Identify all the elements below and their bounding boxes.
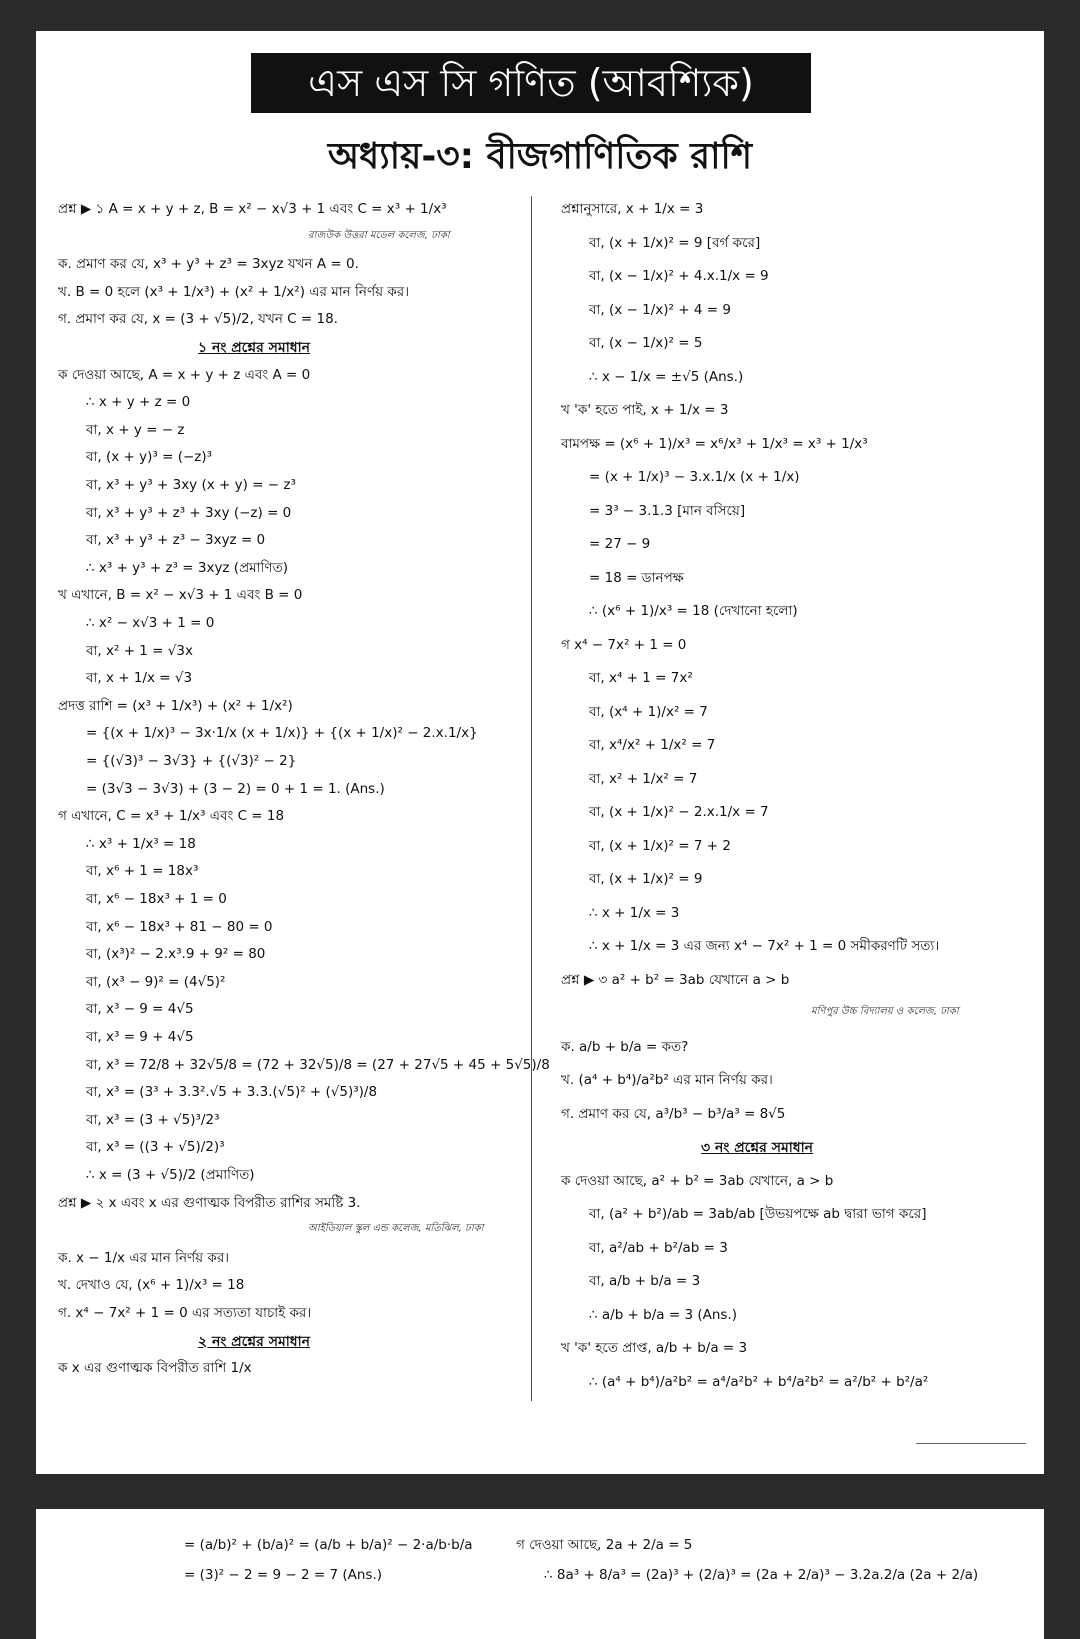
text-line: বা, x³ = 9 + 4√5 <box>86 1029 194 1045</box>
text-line: খ. B = 0 হলে (x³ + 1/x³) + (x² + 1/x²) এর মান নির্ণয় কর। <box>58 283 410 300</box>
text-line: বা, x⁴/x² + 1/x² = 7 <box>589 737 716 753</box>
text-line: ∴ (a⁴ + b⁴)/a²b² = a⁴/a²b² + b⁴/a²b² = a²/b² + b²/a² <box>589 1373 929 1390</box>
text-line: ক. a/b + b/a = কত? <box>561 1038 689 1055</box>
text-line: ৩ নং প্রশ্নের সমাধান <box>701 1140 814 1156</box>
text-line: ∴ (x⁶ + 1)/x³ = 18 (দেখানো হলো) <box>589 603 798 619</box>
text-line: গ. প্রমাণ কর যে, a³/b³ − b³/a³ = 8√5 <box>561 1105 786 1122</box>
text-line: গ এখানে, C = x³ + 1/x³ এবং C = 18 <box>58 808 285 825</box>
text-line: বা, (x − 1/x)² + 4 = 9 <box>589 301 731 318</box>
text-line: = {(√3)³ − 3√3} + {(√3)² − 2} <box>86 753 297 769</box>
text-line: বা, x⁶ + 1 = 18x³ <box>86 863 199 880</box>
text-line: ১ নং প্রশ্নের সমাধান <box>198 340 311 356</box>
text-line: বা, x + 1/x = √3 <box>86 670 193 687</box>
text-line: বা, (x − 1/x)² = 5 <box>589 335 703 351</box>
text-line: বা, x⁶ − 18x³ + 1 = 0 <box>86 891 227 907</box>
text-line: প্রশ্নানুসারে, x + 1/x = 3 <box>561 201 704 217</box>
text-line: বা, (x⁴ + 1)/x² = 7 <box>589 703 708 720</box>
text-line: ∴ x = (3 + √5)/2 (প্রমাণিত) <box>86 1167 255 1183</box>
text-line: = (3√3 − 3√3) + (3 − 2) = 0 + 1 = 1. (Ans.) <box>86 780 385 797</box>
text-line: বা, x³ = (3 + √5)³/2³ <box>86 1111 220 1128</box>
text-line: খ 'ক' হতে পাই, x + 1/x = 3 <box>561 402 729 418</box>
text-line: ক. x − 1/x এর মান নির্ণয় কর। <box>58 1249 230 1266</box>
text-line: ∴ 8a³ + 8/a³ = (2a)³ + (2/a)³ = (2a + 2/a)³ − 3.2a.2/a (2a + 2/a) <box>544 1567 979 1583</box>
text-line: ∴ x + 1/x = 3 এর জন্য x⁴ − 7x² + 1 = 0 সমীকরণটি সত্য। <box>589 938 940 954</box>
text-line: = 27 − 9 <box>589 536 651 552</box>
text-line: = (x + 1/x)³ − 3.x.1/x (x + 1/x) <box>589 469 800 485</box>
text-line: বামপক্ষ = (x⁶ + 1)/x³ = x⁶/x³ + 1/x³ = x³ + 1/x³ <box>561 435 868 452</box>
text-line: বা, (x³ − 9)² = (4√5)² <box>86 973 226 990</box>
text-line: প্রশ্ন ▶ ২ x এবং x এর গুণাত্মক বিপরীত রাশির সমষ্টি 3. <box>58 1194 361 1211</box>
text-line: বা, (x + 1/x)² = 7 + 2 <box>589 837 731 854</box>
text-line: বা, x³ = ((3 + √5)/2)³ <box>86 1139 225 1156</box>
text-line: বা, x⁶ − 18x³ + 81 − 80 = 0 <box>86 918 273 935</box>
text-line: বা, x³ = (3³ + 3.3².√5 + 3.3.(√5)² + (√5)³)/8 <box>86 1084 378 1101</box>
text-line: রাজউক উত্তরা মডেল কলেজ, ঢাকা <box>308 229 450 241</box>
text-line: ক. প্রমাণ কর যে, x³ + y³ + z³ = 3xyz যখন A = 0. <box>58 256 359 273</box>
text-line: বা, (x + 1/x)² = 9 <box>589 871 703 887</box>
text-line: আইডিয়াল স্কুল এন্ড কলেজ, মতিঝিল, ঢাকা <box>308 1223 484 1235</box>
text-line: খ এখানে, B = x² − x√3 + 1 এবং B = 0 <box>58 587 303 604</box>
text-line: খ. (a⁴ + b⁴)/a²b² এর মান নির্ণয় কর। <box>561 1072 773 1088</box>
text-line: বা, x + y = − z <box>86 421 185 438</box>
text-line: ∴ a/b + b/a = 3 (Ans.) <box>589 1306 737 1323</box>
document-page <box>36 31 1044 1474</box>
text-line: বা, x³ + y³ + z³ + 3xy (−z) = 0 <box>86 504 292 521</box>
text-line: খ. দেখাও যে, (x⁶ + 1)/x³ = 18 <box>58 1277 245 1294</box>
text-line: মণিপুর উচ্চ বিদ্যালয় ও কলেজ, ঢাকা <box>811 1006 959 1017</box>
text-line: প্রশ্ন ▶ ৩ a² + b² = 3ab যেখানে a > b <box>561 971 790 988</box>
text-line: বা, x² + 1/x² = 7 <box>589 770 698 787</box>
text-line: বা, (x³)² − 2.x³.9 + 9² = 80 <box>86 946 266 963</box>
book-title: এস এস সি গণিত (আবশ্যিক) <box>251 53 811 113</box>
text-line: ∴ x³ + 1/x³ = 18 <box>86 835 196 852</box>
text-line: ∴ x² − x√3 + 1 = 0 <box>86 615 215 631</box>
text-line: গ x⁴ − 7x² + 1 = 0 <box>561 636 687 653</box>
text-line: বা, (x − 1/x)² + 4.x.1/x = 9 <box>589 268 769 284</box>
text-line: বা, x³ + y³ + z³ − 3xyz = 0 <box>86 532 266 549</box>
text-line: = 18 = ডানপক্ষ <box>589 569 684 586</box>
text-line: বা, (x + 1/x)² − 2.x.1/x = 7 <box>589 804 769 820</box>
text-line: = 3³ − 3.1.3 [মান বসিয়ে] <box>589 502 746 519</box>
text-line: ∴ x + 1/x = 3 <box>589 904 680 921</box>
text-line: ক দেওয়া আছে, A = x + y + z এবং A = 0 <box>58 366 311 383</box>
text-line: ∴ x − 1/x = ±√5 (Ans.) <box>589 368 744 385</box>
text-line: ∴ x³ + y³ + z³ = 3xyz (প্রমাণিত) <box>86 559 288 576</box>
text-line: গ. x⁴ − 7x² + 1 = 0 এর সত্যতা যাচাই কর। <box>58 1305 312 1321</box>
text-line: বা, a²/ab + b²/ab = 3 <box>589 1239 728 1256</box>
text-line: বা, (x + 1/x)² = 9 [বর্গ করে] <box>589 234 761 251</box>
text-line: বা, x³ − 9 = 4√5 <box>86 1001 194 1018</box>
footer-rule <box>916 1443 1026 1444</box>
text-line: = (3)² − 2 = 9 − 2 = 7 (Ans.) <box>184 1567 383 1583</box>
text-line: বা, (a² + b²)/ab = 3ab/ab [উভয়পক্ষে ab দ্বারা ভাগ করে] <box>589 1206 927 1222</box>
column-divider <box>531 196 532 1401</box>
text-line: বা, (x + y)³ = (−z)³ <box>86 449 213 466</box>
text-line: বা, x⁴ + 1 = 7x² <box>589 670 693 686</box>
text-line: = {(x + 1/x)³ − 3x·1/x (x + 1/x)} + {(x + 1/x)² − 2.x.1/x} <box>86 725 478 742</box>
text-line: = (a/b)² + (b/a)² = (a/b + b/a)² − 2·a/b·b/a <box>184 1537 473 1553</box>
text-line: ক দেওয়া আছে, a² + b² = 3ab যেখানে, a > b <box>561 1172 834 1189</box>
chapter-title: অধ্যায়-৩: বীজগাণিতিক রাশি <box>327 136 753 177</box>
text-line: বা, x³ = 72/8 + 32√5/8 = (72 + 32√5)/8 = (27 + 27√5 + 45 + 5√5)/8 <box>86 1056 550 1073</box>
text-line: ২ নং প্রশ্নের সমাধান <box>198 1333 311 1350</box>
text-line: ক x এর গুণাত্মক বিপরীত রাশি 1/x <box>58 1360 252 1377</box>
text-line: ∴ x + y + z = 0 <box>86 394 191 411</box>
text-line: প্রশ্ন ▶ ১ A = x + y + z, B = x² − x√3 + 1 এবং C = x³ + 1/x³ <box>58 201 447 217</box>
text-line: বা, x³ + y³ + 3xy (x + y) = − z³ <box>86 477 296 493</box>
text-line: বা, a/b + b/a = 3 <box>589 1273 701 1289</box>
text-line: গ দেওয়া আছে, 2a + 2/a = 5 <box>516 1537 693 1553</box>
text-line: গ. প্রমাণ কর যে, x = (3 + √5)/2, যখন C = 18. <box>58 311 338 328</box>
text-line: খ 'ক' হতে প্রাপ্ত, a/b + b/a = 3 <box>561 1340 748 1356</box>
text-line: প্রদত্ত রাশি = (x³ + 1/x³) + (x² + 1/x²) <box>58 697 293 714</box>
text-line: বা, x² + 1 = √3x <box>86 642 193 659</box>
